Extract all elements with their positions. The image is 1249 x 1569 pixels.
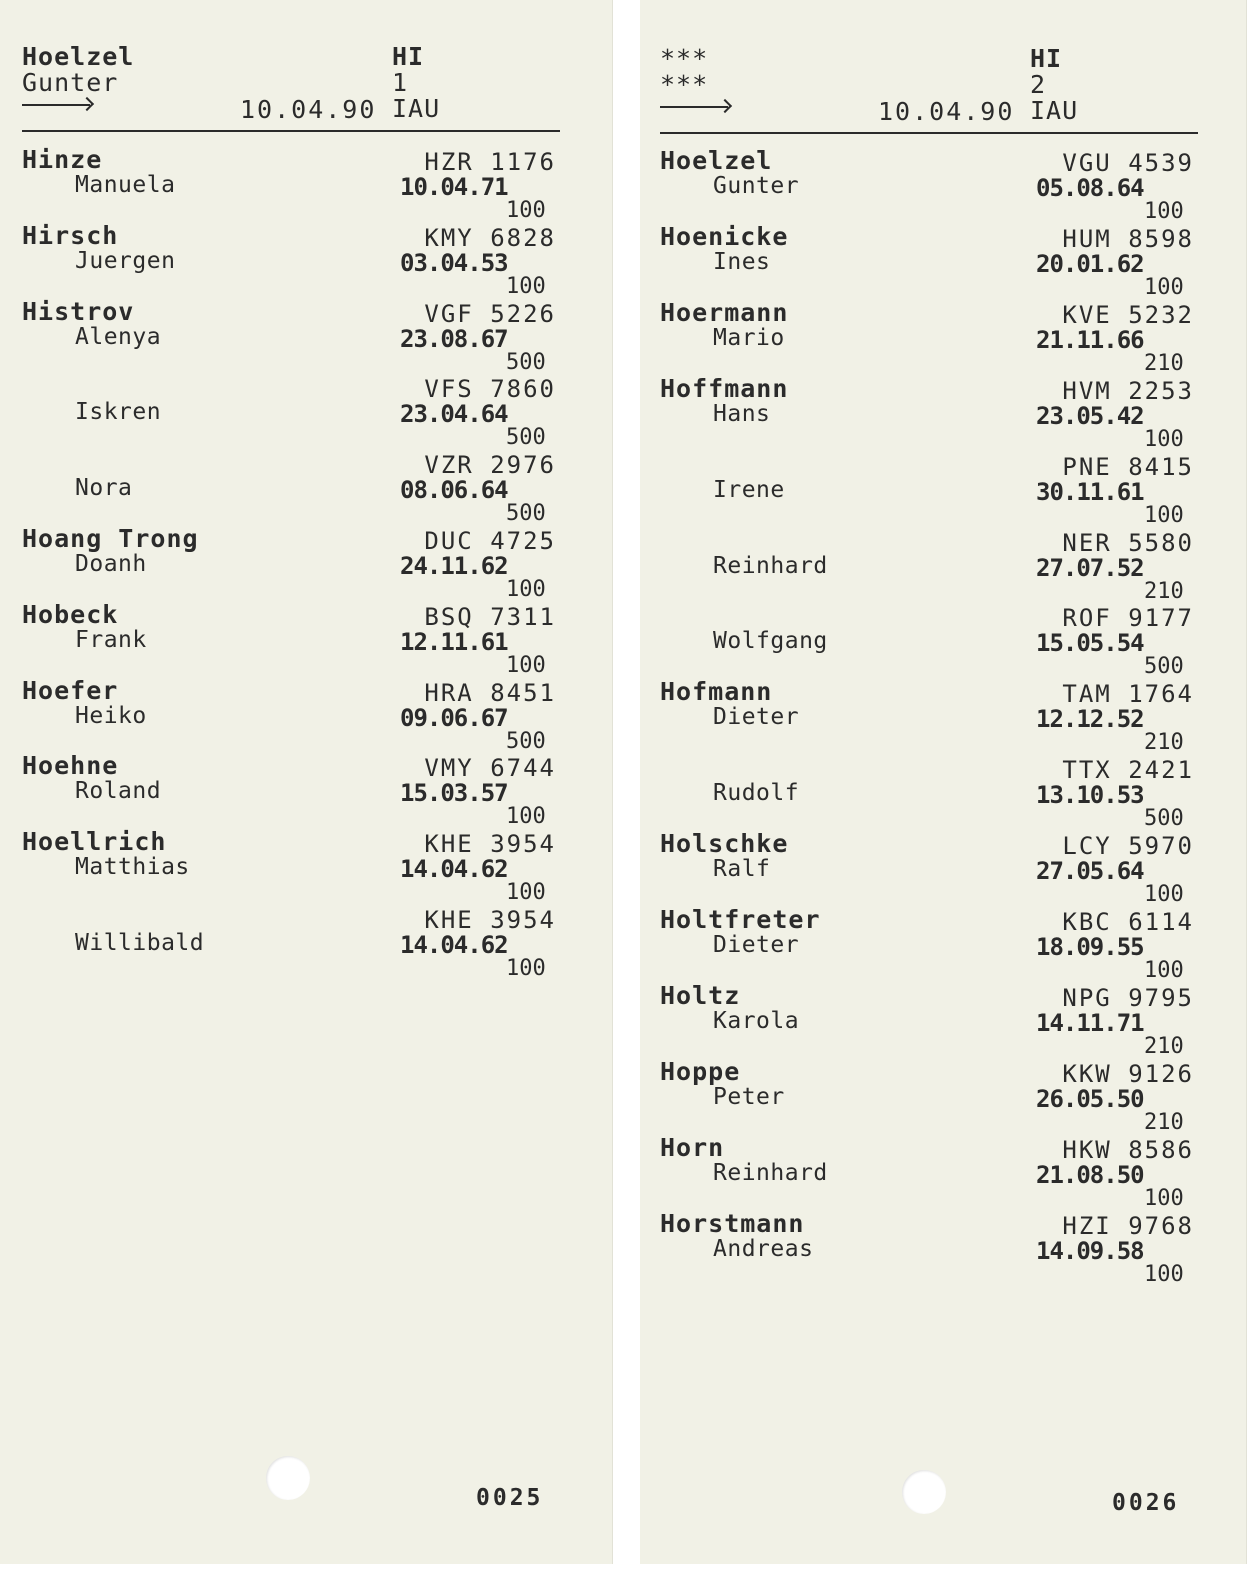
- amount: 210: [1144, 1109, 1184, 1135]
- birth-date: 05.08.64: [1036, 174, 1144, 202]
- amount: 210: [1144, 1033, 1184, 1059]
- header-name-line1: Hoelzel: [22, 42, 135, 71]
- entry-row: [22, 372, 556, 451]
- birth-date: 12.11.61: [400, 627, 508, 656]
- entry-row: [22, 297, 556, 373]
- person-code: LCY 5970: [1062, 832, 1194, 861]
- amount: 100: [506, 804, 546, 830]
- firstname: Ralf: [713, 856, 771, 883]
- person-code: TTX 2421: [1062, 756, 1194, 785]
- person-code: ROF 9177: [1062, 604, 1194, 633]
- person-code: VGF 5226: [424, 299, 556, 328]
- firstname: Reinhard: [713, 1159, 828, 1186]
- entry-row: [22, 448, 556, 527]
- birth-date: 20.01.62: [1036, 249, 1144, 278]
- firstname: Alenya: [75, 323, 162, 350]
- birth-date: 08.06.64: [400, 476, 508, 505]
- entry-row: [660, 677, 1194, 756]
- birth-date: 14.04.62: [400, 931, 508, 959]
- entry-row: [660, 450, 1194, 526]
- birth-date: 09.06.67: [400, 703, 508, 732]
- entry-row: [22, 221, 556, 297]
- firstname: Juergen: [75, 247, 176, 274]
- entry-row: [660, 1209, 1194, 1285]
- firstname: Ines: [713, 248, 771, 275]
- entry-row: [22, 827, 556, 906]
- record-card-2: [640, 0, 1247, 1564]
- header-divider: [660, 132, 1198, 134]
- person-code: BSQ 7311: [424, 602, 556, 631]
- surname: Hobeck: [22, 599, 119, 629]
- entry-row: [660, 905, 1194, 981]
- firstname: Willibald: [75, 930, 205, 956]
- surname: Hoang Trong: [22, 524, 199, 553]
- person-code: VFS 7860: [424, 375, 556, 404]
- surname: Hinze: [22, 145, 103, 174]
- person-code: PNE 8415: [1062, 452, 1194, 481]
- amount: 100: [506, 273, 546, 299]
- entry-row: [660, 374, 1194, 450]
- surname: Hoelzel: [660, 146, 773, 175]
- surname: Hoellrich: [22, 827, 167, 857]
- entry-row: [660, 829, 1194, 908]
- amount: 100: [1144, 958, 1184, 983]
- amount: 500: [506, 425, 546, 451]
- entry-row: [660, 601, 1194, 680]
- header-code-line1: HI: [392, 42, 425, 71]
- surname: Hoehne: [22, 751, 119, 781]
- entry-row: [22, 751, 556, 830]
- firstname: Peter: [713, 1083, 785, 1110]
- entry-row: [22, 903, 556, 979]
- surname: Hofmann: [660, 677, 773, 707]
- person-code: TAM 1764: [1062, 680, 1194, 709]
- birth-date: 15.05.54: [1036, 629, 1144, 658]
- person-code: KBC 6114: [1062, 908, 1194, 936]
- amount: 500: [1144, 654, 1184, 680]
- person-code: HUM 8598: [1062, 224, 1194, 253]
- amount: 500: [1144, 806, 1184, 832]
- birth-date: 27.07.52: [1036, 553, 1144, 582]
- surname: Hoefer: [22, 675, 119, 705]
- surname: Holtz: [660, 980, 741, 1010]
- surname: Horn: [660, 1132, 725, 1162]
- header-divider: [22, 130, 560, 132]
- person-code: KHE 3954: [424, 830, 556, 859]
- amount: 500: [506, 728, 546, 754]
- arrow-icon: [660, 106, 728, 108]
- entry-row: [22, 145, 556, 221]
- amount: 100: [1144, 274, 1184, 300]
- birth-date: 23.04.64: [400, 400, 508, 429]
- person-code: KHE 3954: [424, 906, 556, 934]
- arrow-icon: [22, 104, 90, 106]
- firstname: Doanh: [75, 551, 147, 577]
- amount: 100: [506, 652, 546, 678]
- entry-row: [22, 600, 556, 676]
- birth-date: 12.12.52: [1036, 705, 1144, 734]
- firstname: Nora: [75, 475, 133, 502]
- firstname: Rudolf: [713, 780, 800, 807]
- birth-date: 14.04.62: [400, 855, 508, 884]
- amount: 100: [506, 880, 546, 906]
- firstname: Karola: [713, 1007, 800, 1034]
- birth-date: 26.05.50: [1036, 1084, 1144, 1113]
- header-name-line2: Gunter: [22, 68, 119, 97]
- surname: Hoppe: [660, 1056, 741, 1086]
- entry-row: [660, 1133, 1194, 1209]
- amount: 500: [506, 349, 546, 375]
- header-code-line2: 1: [392, 68, 409, 97]
- birth-date: 14.11.71: [1036, 1008, 1144, 1037]
- entry-row: [660, 753, 1194, 832]
- birth-date: 21.11.66: [1036, 325, 1144, 354]
- firstname: Dieter: [713, 704, 800, 731]
- surname: Hoermann: [660, 297, 789, 327]
- firstname: Roland: [75, 778, 162, 805]
- birth-date: 03.04.53: [400, 248, 508, 277]
- person-code: HRA 8451: [424, 678, 556, 707]
- surname: Holtfreter: [660, 905, 821, 934]
- amount: 100: [1144, 1185, 1184, 1211]
- person-code: KMY 6828: [424, 223, 556, 252]
- surname: Histrov: [22, 296, 135, 326]
- amount: 100: [1144, 882, 1184, 908]
- person-code: VGU 4539: [1062, 149, 1194, 177]
- firstname: Dieter: [713, 932, 800, 958]
- amount: 210: [1144, 578, 1184, 604]
- birth-date: 13.10.53: [1036, 781, 1144, 810]
- surname: Hoffmann: [660, 373, 789, 403]
- birth-date: 21.08.50: [1036, 1160, 1144, 1189]
- firstname: Matthias: [75, 854, 190, 881]
- entry-row: [660, 526, 1194, 602]
- header-code-line2: 2: [1030, 70, 1047, 99]
- amount: 210: [1144, 350, 1184, 376]
- amount: 100: [506, 577, 546, 602]
- punch-hole: [902, 1470, 946, 1514]
- firstname: Gunter: [713, 173, 800, 199]
- header-code-line1: HI: [1030, 44, 1063, 73]
- amount: 210: [1144, 730, 1184, 756]
- entry-row: [660, 298, 1194, 374]
- header-name-line1: ***: [660, 44, 709, 73]
- firstname: Hans: [713, 400, 771, 427]
- person-code: VZR 2976: [424, 451, 556, 480]
- birth-date: 10.04.71: [400, 173, 508, 201]
- page-number: 0025: [476, 1485, 544, 1511]
- entry-row: [660, 146, 1194, 222]
- firstname: Andreas: [713, 1235, 814, 1262]
- header-date: 10.04.90: [240, 95, 377, 124]
- amount: 100: [1144, 426, 1184, 452]
- firstname: Irene: [713, 476, 785, 503]
- amount: 500: [506, 501, 546, 527]
- firstname: Wolfgang: [713, 628, 828, 655]
- firstname: Heiko: [75, 702, 147, 729]
- amount: 100: [506, 198, 546, 223]
- person-code: VMY 6744: [424, 754, 556, 783]
- person-code: NER 5580: [1062, 528, 1194, 557]
- entry-row: [660, 1057, 1194, 1133]
- surname: Hoenicke: [660, 221, 789, 251]
- amount: 100: [506, 956, 546, 981]
- surname: Horstmann: [660, 1208, 805, 1238]
- person-code: HZR 1176: [424, 148, 556, 176]
- person-code: KVE 5232: [1062, 300, 1194, 329]
- amount: 100: [1144, 1261, 1184, 1287]
- birth-date: 14.09.58: [1036, 1236, 1144, 1265]
- firstname: Manuela: [75, 172, 176, 198]
- entry-row: [22, 676, 556, 752]
- amount: 100: [1144, 199, 1184, 224]
- firstname: Mario: [713, 324, 785, 351]
- entry-row: [22, 524, 556, 600]
- person-code: DUC 4725: [424, 527, 556, 555]
- person-code: NPG 9795: [1062, 983, 1194, 1012]
- entry-row: [660, 981, 1194, 1057]
- surname: Holschke: [660, 829, 789, 859]
- header-name-line2: ***: [660, 70, 709, 99]
- birth-date: 24.11.62: [400, 552, 508, 580]
- entry-row: [660, 222, 1194, 298]
- page-number: 0026: [1112, 1490, 1180, 1516]
- birth-date: 18.09.55: [1036, 933, 1144, 961]
- person-code: HZI 9768: [1062, 1211, 1194, 1240]
- birth-date: 23.05.42: [1036, 401, 1144, 430]
- firstname: Iskren: [75, 399, 162, 426]
- birth-date: 27.05.64: [1036, 857, 1144, 886]
- amount: 100: [1144, 502, 1184, 528]
- surname: Hirsch: [22, 220, 119, 250]
- header-date: 10.04.90: [878, 97, 1015, 126]
- firstname: Reinhard: [713, 552, 828, 579]
- birth-date: 15.03.57: [400, 779, 508, 808]
- header-code-line3: IAU: [1030, 96, 1079, 125]
- person-code: KKW 9126: [1062, 1059, 1194, 1088]
- punch-hole: [266, 1456, 310, 1500]
- birth-date: 30.11.61: [1036, 477, 1144, 506]
- record-card-1: [0, 0, 613, 1564]
- person-code: HKW 8586: [1062, 1135, 1194, 1164]
- person-code: HVM 2253: [1062, 376, 1194, 405]
- header-code-line3: IAU: [392, 94, 441, 123]
- firstname: Frank: [75, 626, 147, 653]
- birth-date: 23.08.67: [400, 324, 508, 353]
